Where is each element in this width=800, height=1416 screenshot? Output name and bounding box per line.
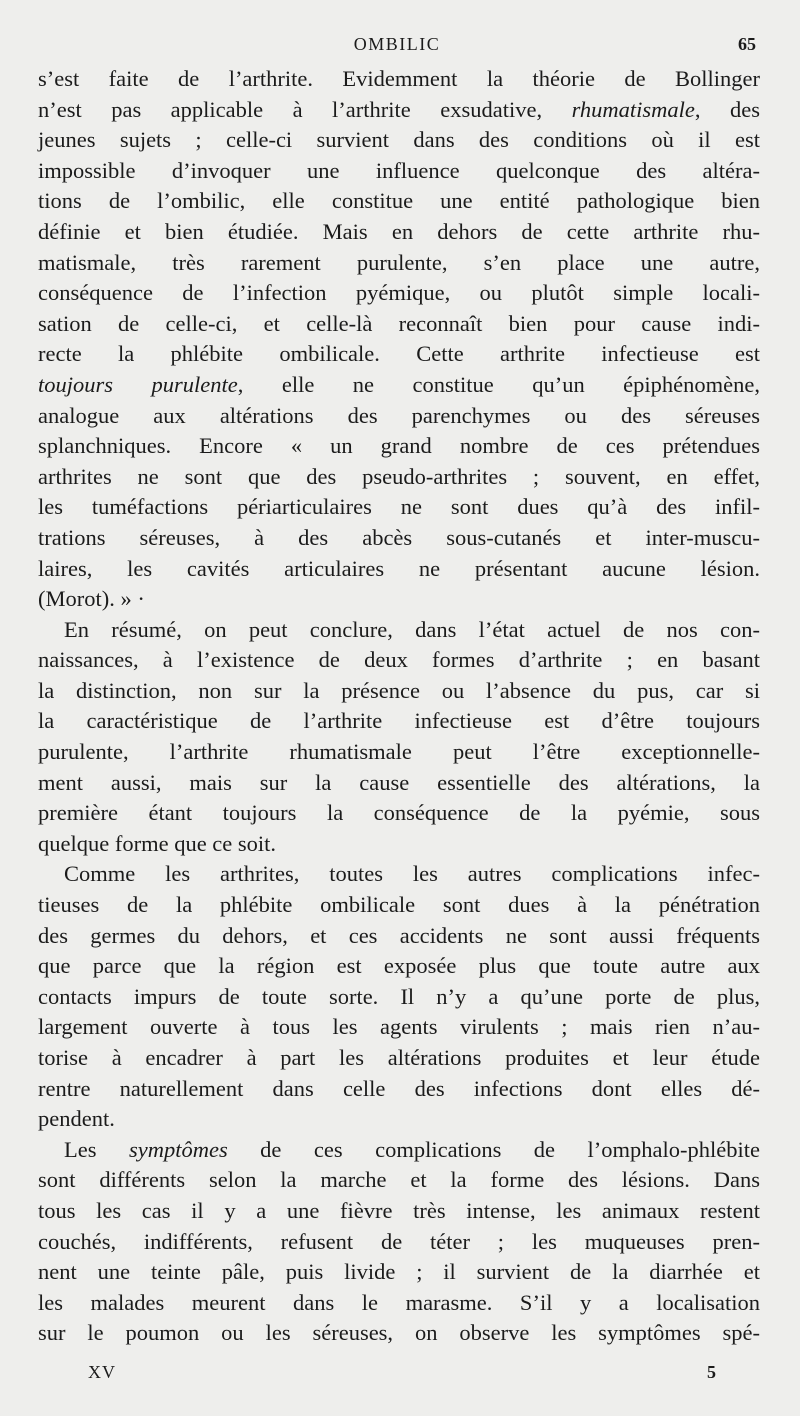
text-line: sont différents selon la marche et la forme des lésions. Dans [38, 1167, 760, 1193]
italic-term: rhumatismale [571, 96, 695, 122]
text-line: les tuméfactions périarticulaires ne sont dues qu’à des infil- [38, 494, 760, 520]
text-line: laires, les cavités articulaires ne présentant aucune lésion. [38, 555, 760, 581]
text-line: recte la phlébite ombilicale. Cette arthrite infectieuse est [38, 341, 760, 367]
text-line: quelque forme que ce soit. [38, 830, 277, 856]
signature-mark: XV [88, 1362, 116, 1382]
text-line: splanchniques. Encore « un grand nombre de ces prétendues [38, 433, 760, 459]
text-line: En résumé, on peut conclure, dans l’état actuel de nos con- [64, 616, 760, 642]
text-segment: Les [64, 1136, 129, 1162]
text-segment: n’est pas applicable à l’arthrite exsudative, [38, 96, 572, 122]
text-line [38, 95, 760, 126]
text-line: jeunes sujets ; celle-ci survient dans des conditions où il est [38, 127, 760, 153]
text-line: analogue aux altérations des parenchymes ou des séreuses [38, 402, 760, 428]
text-line: matismale, très rarement purulente, s’en place une autre, [38, 249, 760, 275]
text-line: purulente, l’arthrite rhumatismale peut l’être exceptionnelle- [38, 739, 760, 765]
text-line: sation de celle-ci, et celle-là reconnaît bien pour cause indi- [38, 310, 760, 336]
sheet-number: 5 [707, 1362, 716, 1382]
text-line: des germes du dehors, et ces accidents ne sont aussi fréquents [38, 922, 760, 948]
page-footer [88, 1362, 716, 1386]
text-line: nent une teinte pâle, puis livide ; il survient de la diarrhée et [38, 1259, 760, 1285]
text-line: ment aussi, mais sur la cause essentielle des altérations, la [38, 769, 760, 795]
text-line: trations séreuses, à des abcès sous-cutanés et inter-muscu- [38, 524, 760, 550]
body-text [38, 64, 760, 1349]
text-line: (Morot). » · [38, 586, 145, 612]
italic-term: symptômes [128, 1136, 228, 1162]
text-line: tous les cas il y a une fièvre très intense, les animaux restent [38, 1197, 760, 1223]
page-number: 65 [738, 34, 756, 54]
text-line: rentre naturellement dans celle des infections dont elles dé- [38, 1075, 760, 1101]
text-line: naissances, à l’existence de deux formes d’arthrite ; en basant [38, 647, 760, 673]
text-segment: , des [694, 96, 760, 122]
running-header [38, 34, 756, 58]
text-line [38, 1135, 760, 1166]
text-line: couchés, indifférents, refusent de téter ; les muqueuses pren- [38, 1228, 760, 1254]
text-line: la caractéristique de l’arthrite infectieuse est d’être toujours [38, 708, 760, 734]
text-line: définie et bien étudiée. Mais en dehors de cette arthrite rhu- [38, 218, 760, 244]
text-line: arthrites ne sont que des pseudo-arthrites ; souvent, en effet, [38, 463, 760, 489]
text-line: largement ouverte à tous les agents virulents ; mais rien n’au- [38, 1014, 760, 1040]
text-line: que parce que la région est exposée plus que toute autre aux [38, 953, 760, 979]
text-segment: , elle ne constitue qu’un épiphénomène, [237, 371, 761, 397]
text-line: sur le poumon ou les séreuses, on observe les symptômes spé- [38, 1320, 760, 1346]
italic-term: toujours purulente [38, 371, 238, 397]
running-title: OMBILIC [353, 34, 441, 54]
text-line [38, 370, 760, 401]
text-line: tieuses de la phlébite ombilicale sont dues à la pénétration [38, 892, 760, 918]
text-line: pendent. [38, 1106, 115, 1132]
text-line: conséquence de l’infection pyémique, ou plutôt simple locali- [38, 280, 760, 306]
text-segment: de ces complications de l’omphalo-phlébite [227, 1136, 760, 1162]
text-line: impossible d’invoquer une influence quelconque des altéra- [38, 157, 760, 183]
text-line: torise à encadrer à part les altérations produites et leur étude [38, 1045, 760, 1070]
text-line: la distinction, non sur la présence ou l’absence du pus, car si [38, 677, 760, 703]
text-line: première étant toujours la conséquence de la pyémie, sous [38, 800, 760, 826]
text-line: tions de l’ombilic, elle constitue une entité pathologique bien [38, 188, 760, 214]
text-line: Comme les arthrites, toutes les autres complications infec- [64, 861, 760, 887]
text-line: les malades meurent dans le marasme. S’il y a localisation [38, 1289, 760, 1315]
text-line: s’est faite de l’arthrite. Evidemment la théorie de Bollinger [38, 66, 760, 91]
text-line: contacts impurs de toute sorte. Il n’y a qu’une porte de plus, [38, 983, 760, 1009]
